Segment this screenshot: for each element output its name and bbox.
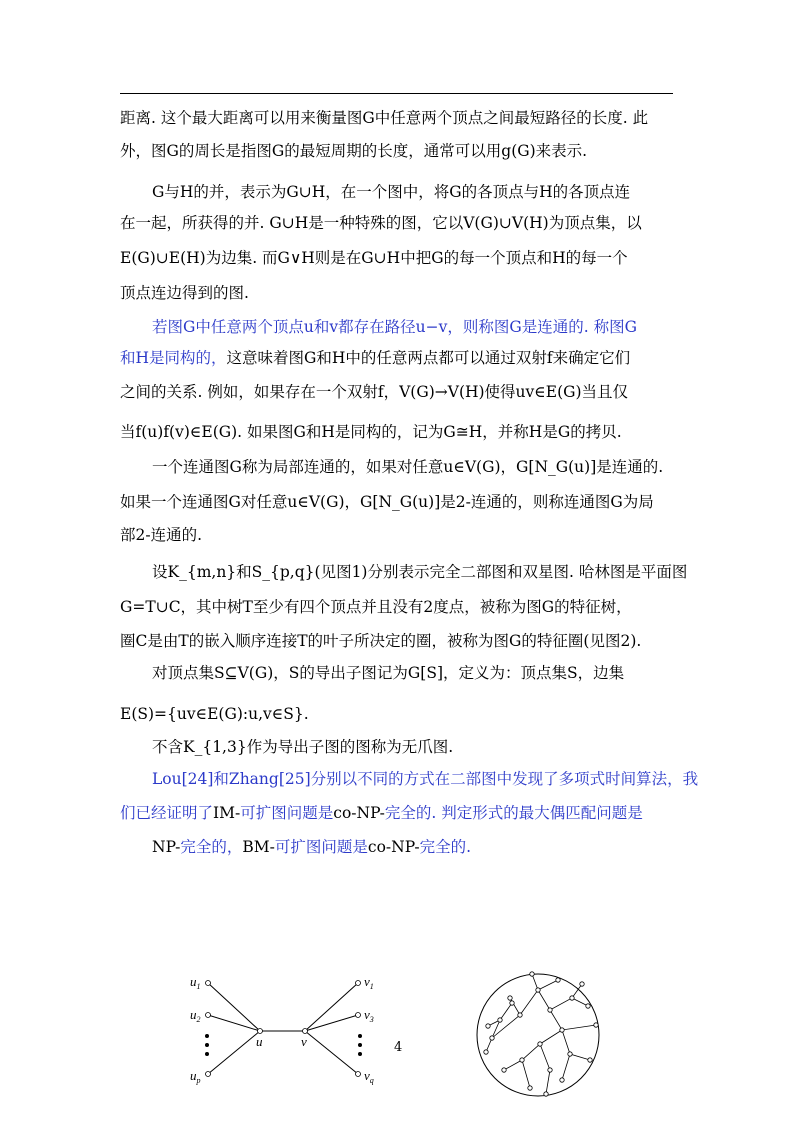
text-line (152, 663, 624, 683)
vertex-vq (356, 1072, 361, 1077)
vertex-u1 (206, 981, 211, 986)
label-v: v (301, 1034, 307, 1049)
text-line (120, 283, 249, 303)
text-line (120, 525, 202, 545)
text-segment: 不含K_{1,3}作为导出子图的图称为无爪图. (152, 738, 454, 756)
vertex-up (206, 1072, 211, 1077)
double-star-figure (180, 962, 395, 1092)
text-segment: 可扩图问题是 (240, 804, 334, 822)
text-line (152, 317, 637, 337)
vertex-v1 (356, 981, 361, 986)
text-segment: 一个连通图G称为局部连通的，如果对任意u∈V(G)，G[N_G(u)]是连通的. (152, 458, 664, 476)
text-segment: 外，图G的周长是指图G的最短周期的长度，通常可以用g(G)来表示. (120, 142, 588, 160)
label-vq: $v_q$ (364, 1068, 374, 1085)
header-rule (120, 93, 673, 94)
text-segment: 完全的， (180, 838, 243, 856)
text-segment: 顶点连边得到的图. (120, 284, 249, 302)
vertex-u2 (206, 1013, 211, 1018)
text-segment: 可扩图问题是 (274, 838, 368, 856)
label-u2: $u_2$ (190, 1007, 201, 1024)
text-segment: 在一起，所获得的并. G∪H是一种特殊的图，它以V(G)∪V(H)为顶点集，以 (120, 214, 642, 232)
halin-graph-figure (470, 960, 620, 1100)
text-segment: co-NP- (333, 804, 385, 822)
text-line (120, 248, 628, 268)
text-line (120, 348, 630, 368)
text-segment: E(G)∪E(H)为边集. 而G∨H则是在G∪H中把G的每一个顶点和H的每一个 (120, 249, 628, 267)
text-line (120, 803, 643, 823)
text-segment: NP- (152, 838, 181, 856)
text-segment: G与H的并，表示为G∪H，在一个图中，将G的各顶点与H的各顶点连 (152, 183, 631, 201)
text-segment: E(S)={uv∈E(G):u,v∈S}. (120, 705, 309, 723)
text-segment: 当f(u)f(v)∈E(G). 如果图G和H是同构的，记为G≅H，并称H是G的拷贝. (120, 423, 622, 441)
text-line (152, 182, 630, 202)
label-u1: $u_1$ (190, 974, 201, 991)
text-line (120, 141, 587, 161)
text-segment: 若图G中任意两个顶点u和v都存在路径u−v，则称图G是连通的. 称图G (152, 318, 637, 336)
text-segment: 这意味着图G和H中的任意两点都可以通过双射f来确定它们 (226, 349, 631, 367)
label-u: u (256, 1034, 263, 1049)
text-segment: 完全的. 判定形式的最大偶匹配问题是 (384, 804, 643, 822)
text-segment: 和H是同构的， (120, 349, 227, 367)
vertex-u (258, 1029, 263, 1034)
text-segment: 完全的. (419, 838, 471, 856)
text-line (120, 382, 628, 402)
text-line (152, 837, 471, 857)
text-segment: 圈C是由T的嵌入顺序连接T的叶子所决定的圈，被称为图G的特征圈(见图2). (120, 632, 642, 650)
text-line (120, 422, 622, 442)
text-segment: 对顶点集S⊆V(G)，S的导出子图记为G[S]，定义为：顶点集S，边集 (152, 664, 625, 682)
text-segment: 如果一个连通图G对任意u∈V(G)，G[N_G(u)]是2-连通的，则称连通图G为局 (120, 493, 654, 511)
text-segment: BM- (242, 838, 275, 856)
text-segment: Lou[24]和Zhang[25]分别以不同的方式在二部图中发现了多项式时间算法，我 (152, 770, 699, 788)
label-v3: $v_3$ (364, 1007, 374, 1024)
vertex-v3 (356, 1013, 361, 1018)
text-line (120, 213, 642, 233)
text-line (152, 769, 698, 789)
text-line (152, 737, 453, 757)
text-segment: 之间的关系. 例如，如果存在一个双射f，V(G)→V(H)使得uv∈E(G)当且仅 (120, 383, 629, 401)
text-line (152, 457, 663, 477)
text-segment: 距离. 这个最大距离可以用来衡量图G中任意两个顶点之间最短路径的长度. 此 (120, 109, 649, 127)
text-segment: 设K_{m,n}和S_{p,q}(见图1)分别表示完全二部图和双星图. 哈林图是平面图 (152, 563, 688, 581)
text-segment: G=T∪C，其中树T至少有四个顶点并且没有2度点，被称为图G的特征树， (120, 598, 632, 616)
text-segment: co-NP- (367, 838, 420, 856)
text-line (120, 108, 648, 128)
text-line (120, 704, 309, 724)
text-segment: 部2-连通的. (120, 526, 203, 544)
page-number: 4 (394, 1040, 403, 1055)
label-up: $u_p$ (190, 1068, 201, 1085)
text-segment: 们已经证明了 (120, 804, 214, 822)
text-segment: IM- (213, 804, 241, 822)
text-line (120, 492, 654, 512)
vertex-v (303, 1029, 308, 1034)
text-line (120, 631, 641, 651)
text-line (120, 597, 632, 617)
label-v1: $v_1$ (364, 974, 374, 991)
text-line (152, 562, 687, 582)
